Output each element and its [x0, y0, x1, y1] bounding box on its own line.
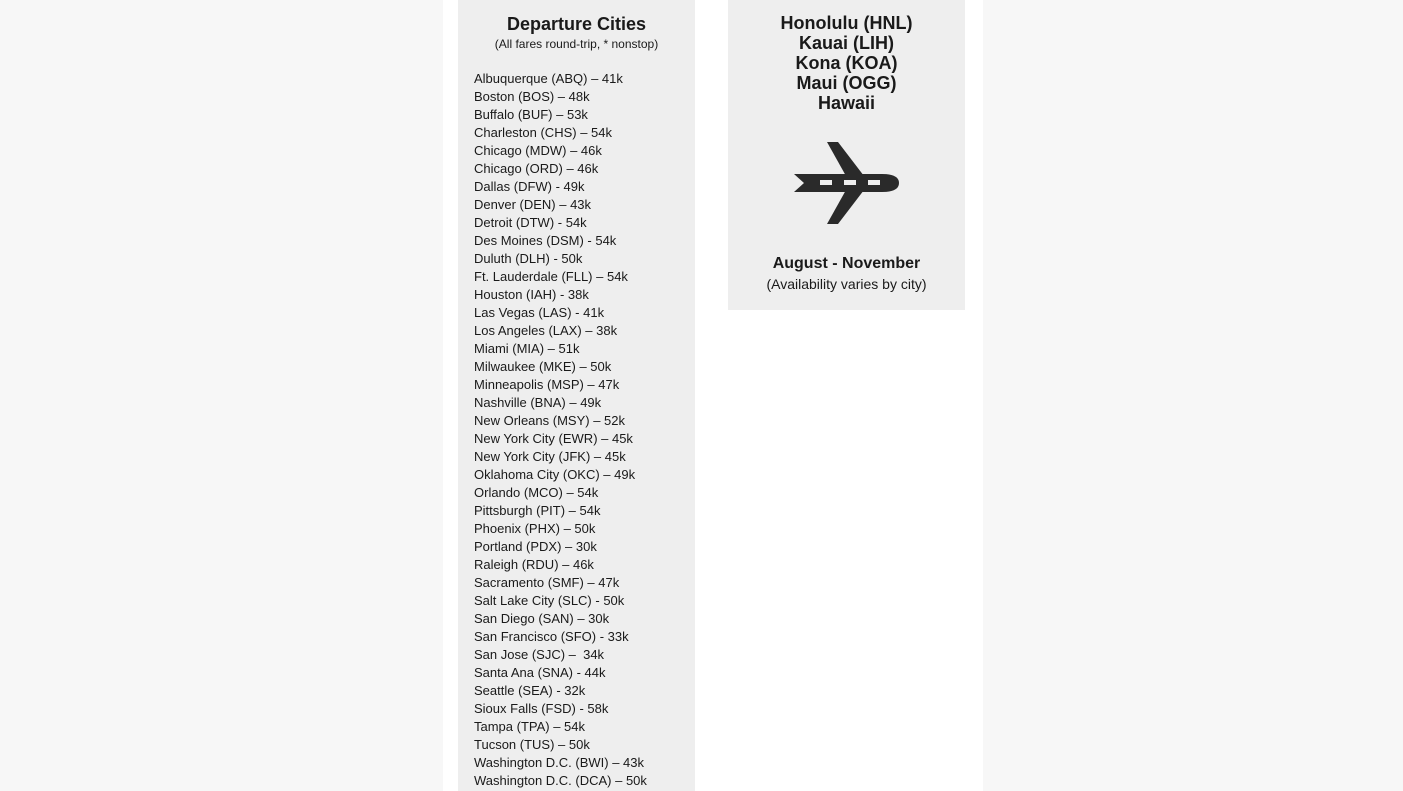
departure-city-item: San Diego (SAN) – 30k — [474, 611, 610, 626]
travel-season: August - November — [772, 255, 921, 272]
departure-city-item: Salt Lake City (SLC) - 50k — [474, 593, 625, 608]
departure-city-item: Dallas (DFW) - 49k — [474, 179, 585, 194]
departure-city-item: Portland (PDX) – 30k — [474, 539, 597, 554]
departure-city-item: Detroit (DTW) - 54k — [474, 215, 587, 230]
departure-city-item: New York City (EWR) – 45k — [474, 431, 633, 446]
departure-city-item: Chicago (MDW) – 46k — [474, 143, 602, 158]
departure-city-item: New York City (JFK) – 45k — [474, 449, 626, 464]
departure-city-item: Buffalo (BUF) – 53k — [474, 107, 588, 122]
departure-city-item: Orlando (MCO) – 54k — [474, 485, 599, 500]
departure-city-item: Albuquerque (ABQ) – 41k — [474, 71, 623, 86]
departure-city-item: Washington D.C. (BWI) – 43k — [474, 755, 645, 770]
departure-city-item: Chicago (ORD) – 46k — [474, 161, 599, 176]
departure-city-item: Houston (IAH) - 38k — [474, 287, 589, 302]
departure-city-item: Des Moines (DSM) - 54k — [474, 233, 617, 248]
departure-city-item: Oklahoma City (OKC) – 49k — [474, 467, 636, 482]
departure-city-item: Ft. Lauderdale (FLL) – 54k — [474, 269, 628, 284]
departure-city-item: Tampa (TPA) – 54k — [474, 719, 586, 734]
departure-city-item: Los Angeles (LAX) – 38k — [474, 323, 618, 338]
departure-city-item: Pittsburgh (PIT) – 54k — [474, 503, 601, 518]
content-area — [443, 0, 983, 791]
departure-city-item: Tucson (TUS) – 50k — [474, 737, 590, 752]
departure-city-item: Milwaukee (MKE) – 50k — [474, 359, 612, 374]
departure-city-item: Duluth (DLH) - 50k — [474, 251, 583, 266]
departure-city-item: San Jose (SJC) – 34k — [474, 647, 605, 662]
airplane-icon — [790, 140, 902, 226]
departure-city-item: Sacramento (SMF) – 47k — [474, 575, 620, 590]
destination-item: Honolulu (HNL) — [780, 13, 913, 33]
departure-city-item: Phoenix (PHX) – 50k — [474, 521, 596, 536]
departure-city-item: Denver (DEN) – 43k — [474, 197, 592, 212]
destination-item: Kauai (LIH) — [798, 33, 894, 53]
departure-city-item: Las Vegas (LAS) - 41k — [474, 305, 605, 320]
departure-city-item: Charleston (CHS) – 54k — [474, 125, 612, 140]
departure-city-item: Seattle (SEA) - 32k — [474, 683, 586, 698]
departure-city-item: Raleigh (RDU) – 46k — [474, 557, 594, 572]
departure-city-item: New Orleans (MSY) – 52k — [474, 413, 625, 428]
departure-cities-subtitle: (All fares round-trip, * nonstop) — [494, 37, 659, 51]
destination-item: Hawaii — [817, 93, 876, 113]
availability-note: (Availability varies by city) — [766, 276, 927, 292]
departure-city-item: Santa Ana (SNA) - 44k — [474, 665, 606, 680]
departure-cities-title: Departure Cities — [506, 14, 647, 34]
destination-list — [728, 13, 965, 113]
departure-city-item: Sioux Falls (FSD) - 58k — [474, 701, 609, 716]
departure-city-list — [474, 70, 647, 790]
departure-cities-panel — [458, 0, 695, 791]
departure-city-item: Nashville (BNA) – 49k — [474, 395, 602, 410]
destination-item: Maui (OGG) — [796, 73, 897, 93]
departure-city-item: Minneapolis (MSP) – 47k — [474, 377, 620, 392]
destination-item: Kona (KOA) — [795, 53, 898, 73]
destinations-panel — [728, 0, 965, 310]
departure-city-item: San Francisco (SFO) - 33k — [474, 629, 629, 644]
departure-city-item: Washington D.C. (DCA) – 50k — [474, 773, 647, 788]
departure-city-item: Boston (BOS) – 48k — [474, 89, 590, 104]
departure-city-item: Miami (MIA) – 51k — [474, 341, 580, 356]
